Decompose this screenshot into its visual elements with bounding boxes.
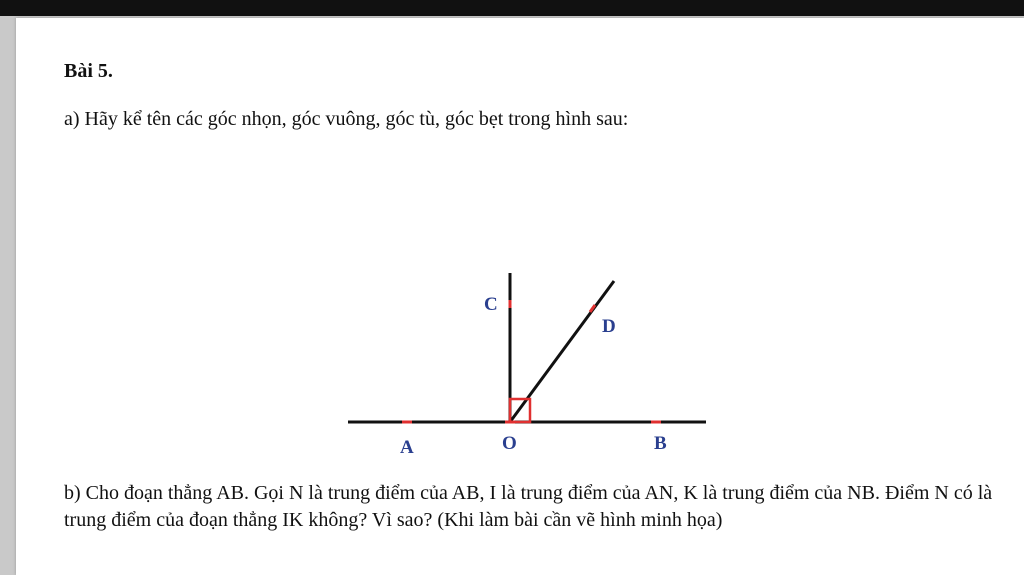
label-b: B xyxy=(654,433,667,454)
label-c: C xyxy=(484,294,498,315)
label-d: D xyxy=(602,316,616,337)
geometry-figure-svg xyxy=(326,248,726,468)
point-d-mark xyxy=(590,305,595,312)
geometry-figure xyxy=(326,248,726,468)
ray-od xyxy=(510,281,614,422)
window-top-bar xyxy=(0,0,1024,16)
document-page xyxy=(16,18,1024,575)
label-o: O xyxy=(502,433,517,454)
exercise-title: Bài 5. xyxy=(64,60,113,82)
label-a: A xyxy=(400,437,414,458)
exercise-part-a: a) Hãy kể tên các góc nhọn, góc vuông, góc tù, góc bẹt trong hình sau: xyxy=(64,108,629,130)
exercise-part-b: b) Cho đoạn thẳng AB. Gọi N là trung điểm của AB, I là trung điểm của AN, K là trung điểm của NB. Điểm N có là trung điểm của đoạn thẳng IK không? Vì sao? (Khi làm bài cần vẽ hình minh họa) xyxy=(64,482,993,531)
